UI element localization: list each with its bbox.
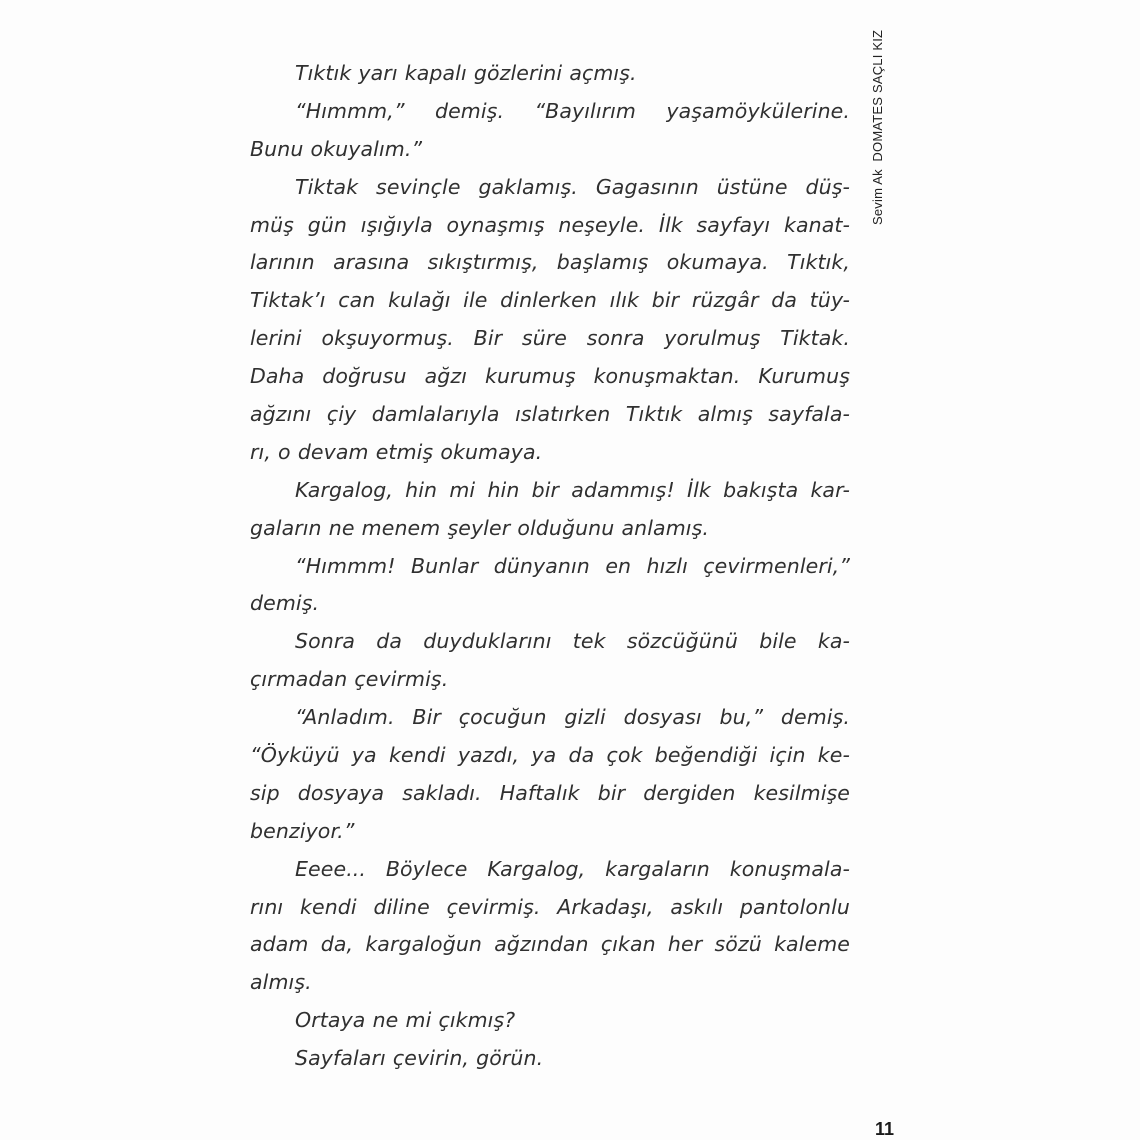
text-line: larının arasına sıkıştırmış, başlamış okumaya. Tıktık, (250, 250, 850, 275)
text-line: Sayfaları çevirin, görün. (295, 1046, 544, 1071)
body-text (250, 55, 850, 1078)
text-line: Tıktık yarı kapalı gözlerini açmış. (295, 61, 637, 85)
text-line: gaların ne menem şeyler olduğunu anlamış. (250, 515, 709, 540)
text-line: “Anladım. Bir çocuğun gizli dosyası bu,” demiş. (295, 705, 850, 730)
text-line: Ortaya ne mi çıkmış? (295, 1008, 516, 1033)
text-line: lerini okşuyormuş. Bir süre sonra yorulmuş Tiktak. (250, 326, 850, 351)
text-line: adam da, kargaloğun ağzından çıkan her sözü kaleme (250, 932, 850, 957)
text-line: Kargalog, hin mi hin bir adammış! İlk bakışta kar- (295, 477, 850, 502)
running-head (866, 10, 890, 225)
text-line: “Öyküyü ya kendi yazdı, ya da çok beğendiği için ke- (250, 743, 850, 768)
text-line: Tiktak sevinçle gaklamış. Gagasının üstüne düş- (295, 174, 850, 199)
text-line: çırmadan çevirmiş. (250, 667, 449, 692)
text-line: Daha doğrusu ağzı kurumuş konuşmaktan. Kurumuş (250, 364, 850, 389)
page-number: 11 (874, 1119, 894, 1139)
running-head-title: DOMATES SAÇLI KIZ (870, 29, 885, 162)
text-line: sip dosyaya sakladı. Haftalık bir dergiden kesilmişe (250, 780, 850, 805)
text-line: Eeee... Böylece Kargalog, kargaların konuşmala- (295, 856, 850, 881)
text-line: almış. (250, 970, 312, 995)
text-line: rı, o devam etmiş okumaya. (250, 439, 543, 464)
text-line: Tiktak’ı can kulağı ile dinlerken ılık bir rüzgâr da tüy- (250, 288, 850, 313)
text-line: “Hımmm,” demiş. “Bayılırım yaşamöykülerine. (295, 98, 850, 123)
text-line: ağzını çiy damlalarıyla ıslatırken Tıktık almış sayfala- (250, 402, 850, 427)
text-line: rını kendi diline çevirmiş. Arkadaşı, askılı pantolonlu (250, 894, 850, 919)
text-line: “Hımmm! Bunlar dünyanın en hızlı çevirmenleri,” (295, 553, 850, 578)
running-head-author: Sevim Ak (870, 169, 885, 225)
text-line: Sonra da duyduklarını tek sözcüğünü bile ka- (295, 629, 850, 654)
text-line: benziyor.” (250, 818, 355, 843)
text-line: müş gün ışığıyla oynaşmış neşeyle. İlk sayfayı kanat- (250, 212, 850, 237)
text-line: Bunu okuyalım.” (250, 136, 423, 161)
text-line: demiş. (250, 591, 320, 616)
